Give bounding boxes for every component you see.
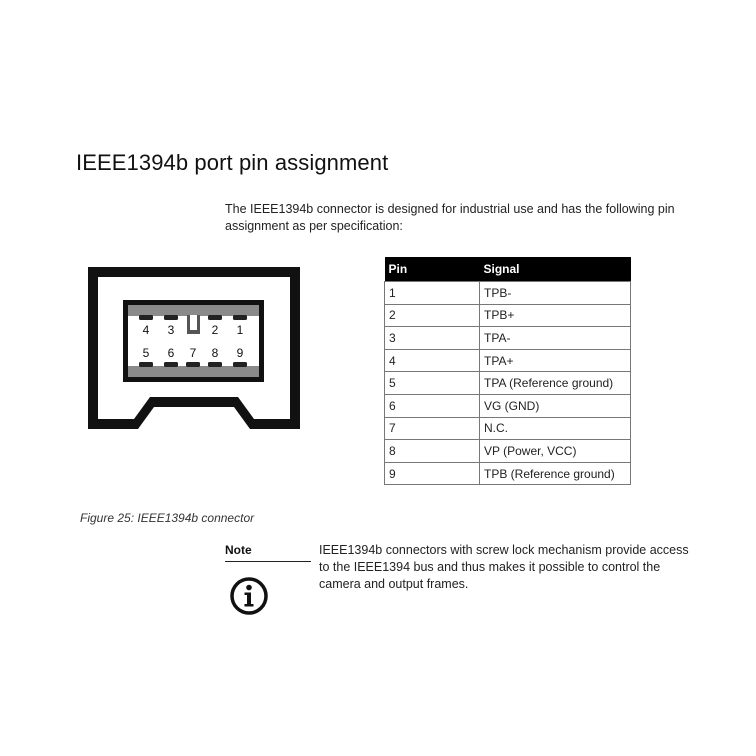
signal-cell: VP (Power, VCC): [480, 440, 631, 463]
connector-diagram: [88, 267, 300, 429]
table-row: [385, 394, 631, 417]
pin-contact: [208, 315, 222, 320]
note-label: Note: [225, 543, 311, 562]
table-row: [385, 327, 631, 350]
pin-block-top-band: [128, 305, 259, 316]
pin-contact: [186, 362, 200, 367]
header-signal: Signal: [480, 257, 631, 282]
signal-cell: N.C.: [480, 417, 631, 440]
table-row: [385, 440, 631, 463]
table-row: [385, 282, 631, 305]
signal-cell: TPA-: [480, 327, 631, 350]
pin-contact: [139, 362, 153, 367]
section-title: IEEE1394b port pin assignment: [76, 150, 389, 175]
pin-label: 4: [142, 323, 150, 337]
signal-cell: TPA+: [480, 349, 631, 372]
figure-caption: Figure 25: IEEE1394b connector: [80, 511, 255, 525]
signal-cell: VG (GND): [480, 394, 631, 417]
signal-cell: TPB-: [480, 282, 631, 305]
pin-contact: [164, 315, 178, 320]
pin-cell: 1: [385, 282, 480, 305]
pin-label: 7: [189, 346, 197, 360]
info-icon: [229, 576, 269, 616]
pin-label: 5: [142, 346, 150, 360]
pin-contact: [233, 362, 247, 367]
table-row: [385, 372, 631, 395]
pin-cell: 3: [385, 327, 480, 350]
note-text: IEEE1394b connectors with screw lock mechanism provide access to the IEEE1394 bus and thus makes it possible to control the camera and output frames.: [319, 543, 689, 591]
signal-cell: TPA (Reference ground): [480, 372, 631, 395]
pin-label: 1: [236, 323, 244, 337]
pin-label: 8: [211, 346, 219, 360]
pin-cell: 9: [385, 462, 480, 485]
header-pin: Pin: [385, 257, 480, 282]
intro-paragraph: The IEEE1394b connector is designed for industrial use and has the following pin assignment as per specification:: [225, 202, 675, 233]
pin-cell: 8: [385, 440, 480, 463]
table-row: [385, 462, 631, 485]
pin-cell: 2: [385, 304, 480, 327]
pin-label: 2: [211, 323, 219, 337]
signal-cell: TPB (Reference ground): [480, 462, 631, 485]
pin-contact: [208, 362, 222, 367]
pin-cell: 5: [385, 372, 480, 395]
table-header-row: [385, 257, 631, 282]
table-row: [385, 349, 631, 372]
pin-label: 6: [167, 346, 175, 360]
pin-cell: 7: [385, 417, 480, 440]
table-row: [385, 304, 631, 327]
pin-cell: 6: [385, 394, 480, 417]
pin-assignment-table: [384, 257, 631, 485]
signal-cell: TPB+: [480, 304, 631, 327]
pin-block-bottom-band: [128, 366, 259, 377]
pin-contact: [139, 315, 153, 320]
table-row: [385, 417, 631, 440]
pin-contact: [233, 315, 247, 320]
pin-label: 3: [167, 323, 175, 337]
pin-cell: 4: [385, 349, 480, 372]
pin-label: 9: [236, 346, 244, 360]
pin-contact: [164, 362, 178, 367]
table-body: [385, 282, 631, 485]
